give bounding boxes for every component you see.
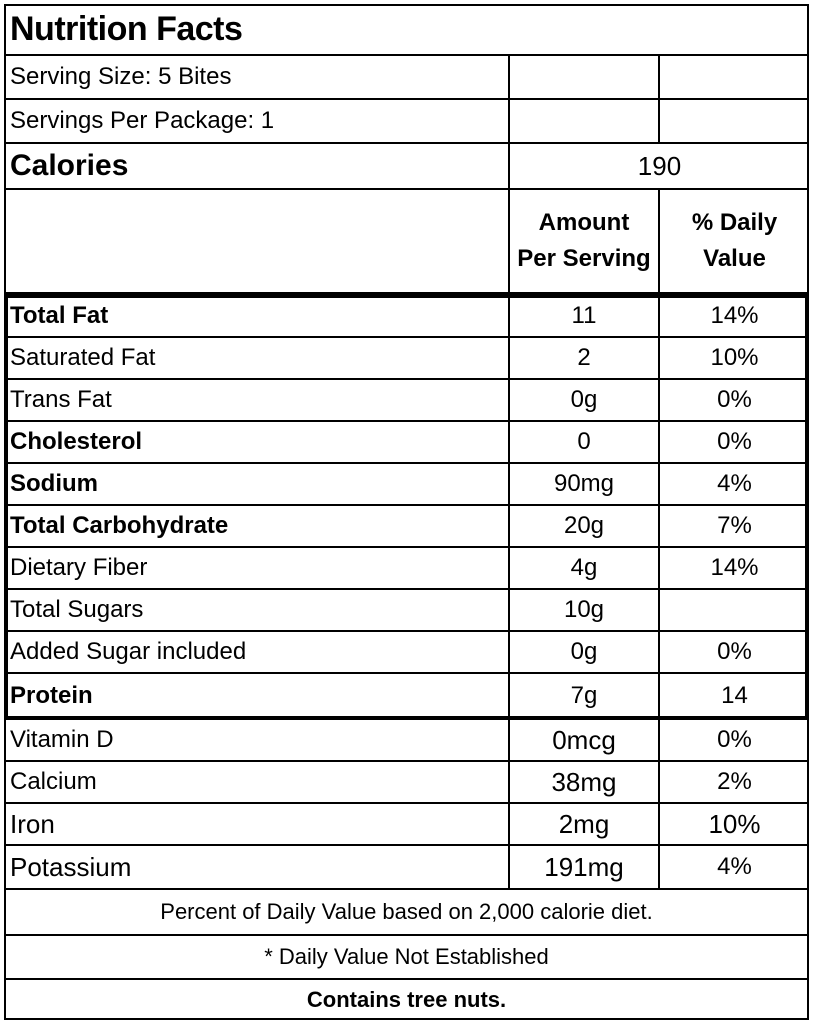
daily-value-header: % Daily Value [691, 209, 778, 272]
nutrient-daily-value: 14% [710, 554, 759, 581]
nutrient-amount: 7g [510, 674, 660, 718]
vitamin-daily-value: 0% [717, 726, 752, 753]
servings-per-package: Servings Per Package: 1 [4, 100, 510, 142]
vitamin-amount: 191mg [510, 846, 660, 888]
vitamin-row [4, 762, 809, 804]
calories-row [4, 144, 809, 190]
nutrient-name: Total Carbohydrate [4, 506, 510, 546]
nutrient-row [4, 674, 809, 718]
nutrient-row [4, 338, 809, 380]
nutrient-daily-value: 7% [717, 512, 752, 539]
vitamin-row [4, 720, 809, 762]
nutrient-amount: 10g [510, 590, 660, 630]
label-title: Nutrition Facts [10, 9, 243, 48]
nutrient-daily-value: 14 [721, 682, 748, 709]
nutrient-row [4, 548, 809, 590]
column-header-row [4, 190, 809, 296]
vitamin-amount: 2mg [510, 804, 660, 844]
nutrient-row [4, 632, 809, 674]
nutrient-daily-value: 0% [717, 428, 752, 455]
nutrient-row [4, 464, 809, 506]
nutrient-name: Cholesterol [4, 422, 510, 462]
vitamin-amount: 0mcg [510, 720, 660, 760]
not-established-note: * Daily Value Not Established [264, 944, 549, 969]
servings-per-package-row [4, 100, 809, 144]
nutrient-name: Dietary Fiber [4, 548, 510, 588]
nutrient-daily-value: 10% [710, 344, 759, 371]
nutrition-label [4, 4, 809, 1020]
vitamin-name: Potassium [4, 846, 510, 888]
vitamin-daily-value: 10% [708, 808, 761, 839]
vitamin-daily-value: 4% [717, 853, 752, 880]
nutrient-daily-value: 0% [717, 386, 752, 413]
not-established-row [4, 936, 809, 980]
nutrient-row [4, 422, 809, 464]
nutrient-amount: 4g [510, 548, 660, 588]
serving-size: Serving Size: 5 Bites [4, 56, 510, 98]
nutrient-amount: 2 [510, 338, 660, 378]
vitamin-name: Calcium [4, 762, 510, 802]
serving-size-row [4, 56, 809, 100]
calories-value: 190 [637, 150, 682, 181]
vitamin-daily-value: 2% [717, 768, 752, 795]
nutrient-row [4, 590, 809, 632]
nutrient-daily-value [660, 590, 809, 630]
nutrient-amount: 0g [510, 632, 660, 672]
amount-per-serving-header: Amount Per Serving [510, 190, 660, 292]
nutrient-amount: 20g [510, 506, 660, 546]
nutrient-row [4, 506, 809, 548]
nutrient-row [4, 296, 809, 338]
calories-label: Calories [4, 144, 510, 188]
nutrient-name: Sodium [4, 464, 510, 504]
nutrient-name: Saturated Fat [4, 338, 510, 378]
nutrient-daily-value: 0% [717, 638, 752, 665]
nutrient-name: Total Sugars [4, 590, 510, 630]
allergen-row [4, 980, 809, 1020]
title-row [4, 4, 809, 56]
vitamin-name: Vitamin D [4, 720, 510, 760]
nutrient-amount: 0 [510, 422, 660, 462]
nutrient-name: Added Sugar included [4, 632, 510, 672]
dv-note: Percent of Daily Value based on 2,000 calorie diet. [160, 899, 653, 924]
vitamin-row [4, 804, 809, 846]
nutrient-daily-value: 4% [717, 470, 752, 497]
nutrient-name: Trans Fat [4, 380, 510, 420]
allergen-statement: Contains tree nuts. [306, 987, 507, 1012]
vitamin-name: Iron [4, 804, 510, 844]
vitamin-amount: 38mg [510, 762, 660, 802]
nutrient-name: Protein [4, 674, 510, 718]
nutrient-name: Total Fat [4, 296, 510, 336]
dv-note-row [4, 890, 809, 936]
nutrient-amount: 0g [510, 380, 660, 420]
nutrient-amount: 90mg [510, 464, 660, 504]
nutrient-row [4, 380, 809, 422]
vitamin-row [4, 846, 809, 890]
nutrient-amount: 11 [510, 296, 660, 336]
nutrient-daily-value: 14% [710, 302, 759, 329]
